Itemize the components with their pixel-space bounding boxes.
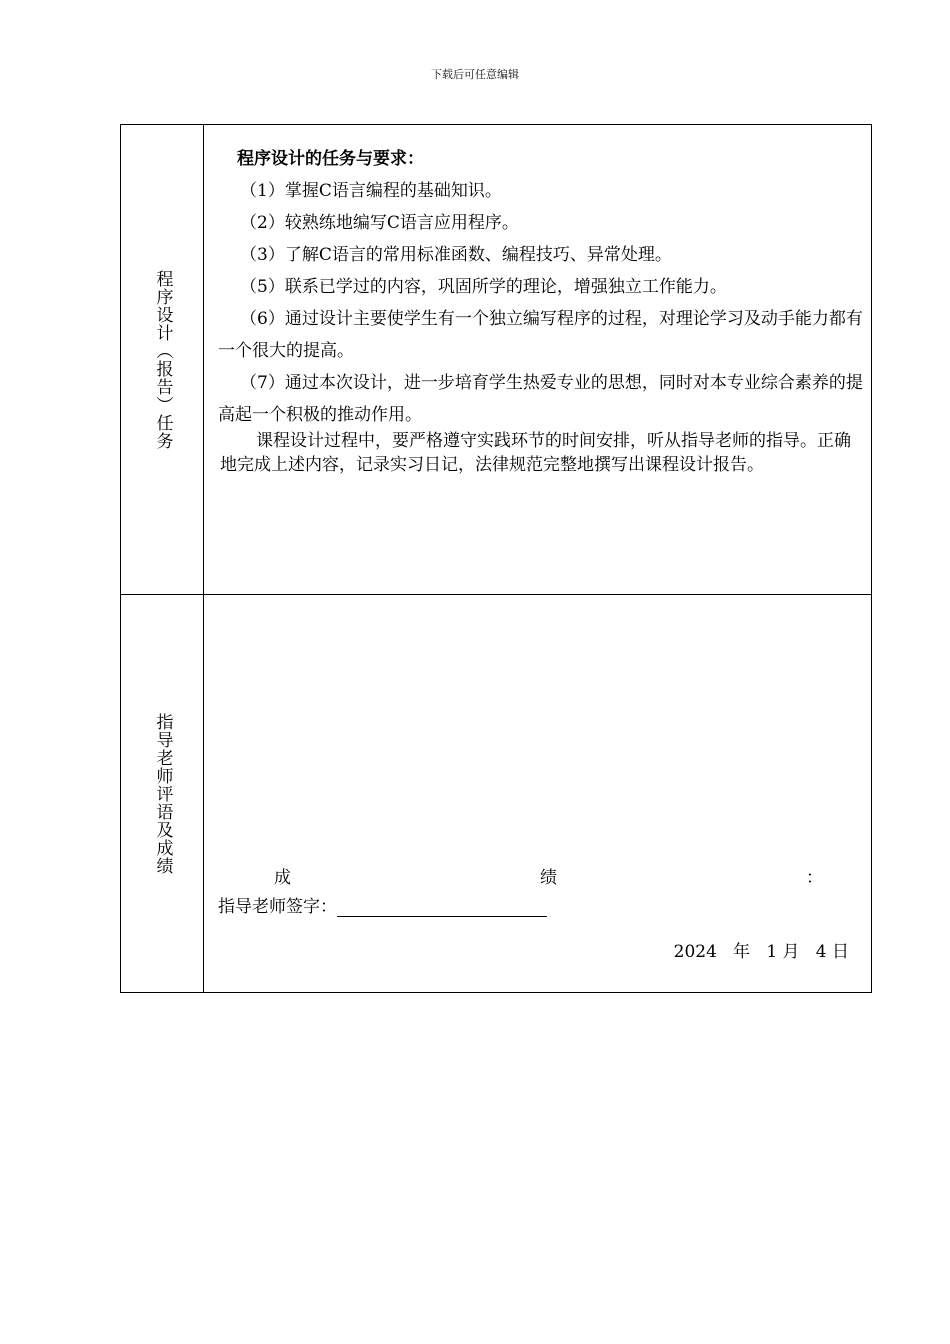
score-char-2: 绩 bbox=[540, 868, 557, 888]
task-content bbox=[204, 125, 871, 477]
score-line bbox=[274, 863, 823, 888]
task-label: 程序设计（报告）任务 bbox=[152, 269, 173, 450]
evaluation-label-cell bbox=[121, 595, 204, 993]
task-item: （6）通过设计主要使学生有一个独立编写程序的过程，对理论学习及动手能力都有一个很大的提高。 bbox=[218, 309, 863, 361]
score-colon: ： bbox=[806, 868, 823, 888]
signature-label: 指导老师签字： bbox=[218, 897, 337, 917]
task-title: 程序设计的任务与要求： bbox=[237, 149, 424, 169]
task-row bbox=[121, 125, 872, 595]
evaluation-content-cell bbox=[204, 595, 872, 993]
signature-field[interactable] bbox=[337, 896, 547, 917]
task-label-cell bbox=[121, 125, 204, 595]
report-form-table bbox=[120, 124, 872, 993]
task-item: （2）较熟练地编写C语言应用程序。 bbox=[240, 213, 519, 233]
task-note: 课程设计过程中，要严格遵守实践环节的时间安排，听从指导老师的指导。正确地完成上述内容，记录实习日记，法律规范完整地撰写出课程设计报告。 bbox=[220, 431, 851, 475]
task-content-cell bbox=[204, 125, 872, 595]
evaluation-row bbox=[121, 595, 872, 993]
task-item: （5）联系已学过的内容，巩固所学的理论，增强独立工作能力。 bbox=[240, 277, 727, 297]
page-header: 下载后可任意编辑 bbox=[431, 68, 519, 81]
date-line: 2024 年 1 月 4 日 bbox=[673, 942, 849, 962]
score-char-1: 成 bbox=[274, 868, 291, 888]
evaluation-label: 指导老师评语及成绩 bbox=[152, 712, 173, 875]
task-item: （1）掌握C语言编程的基础知识。 bbox=[240, 181, 502, 201]
signature-line bbox=[218, 892, 547, 917]
task-item: （7）通过本次设计，进一步培育学生热爱专业的思想，同时对本专业综合素养的提高起一个积极的推动作用。 bbox=[218, 373, 863, 425]
task-item: （3）了解C语言的常用标准函数、编程技巧、异常处理。 bbox=[240, 245, 672, 265]
